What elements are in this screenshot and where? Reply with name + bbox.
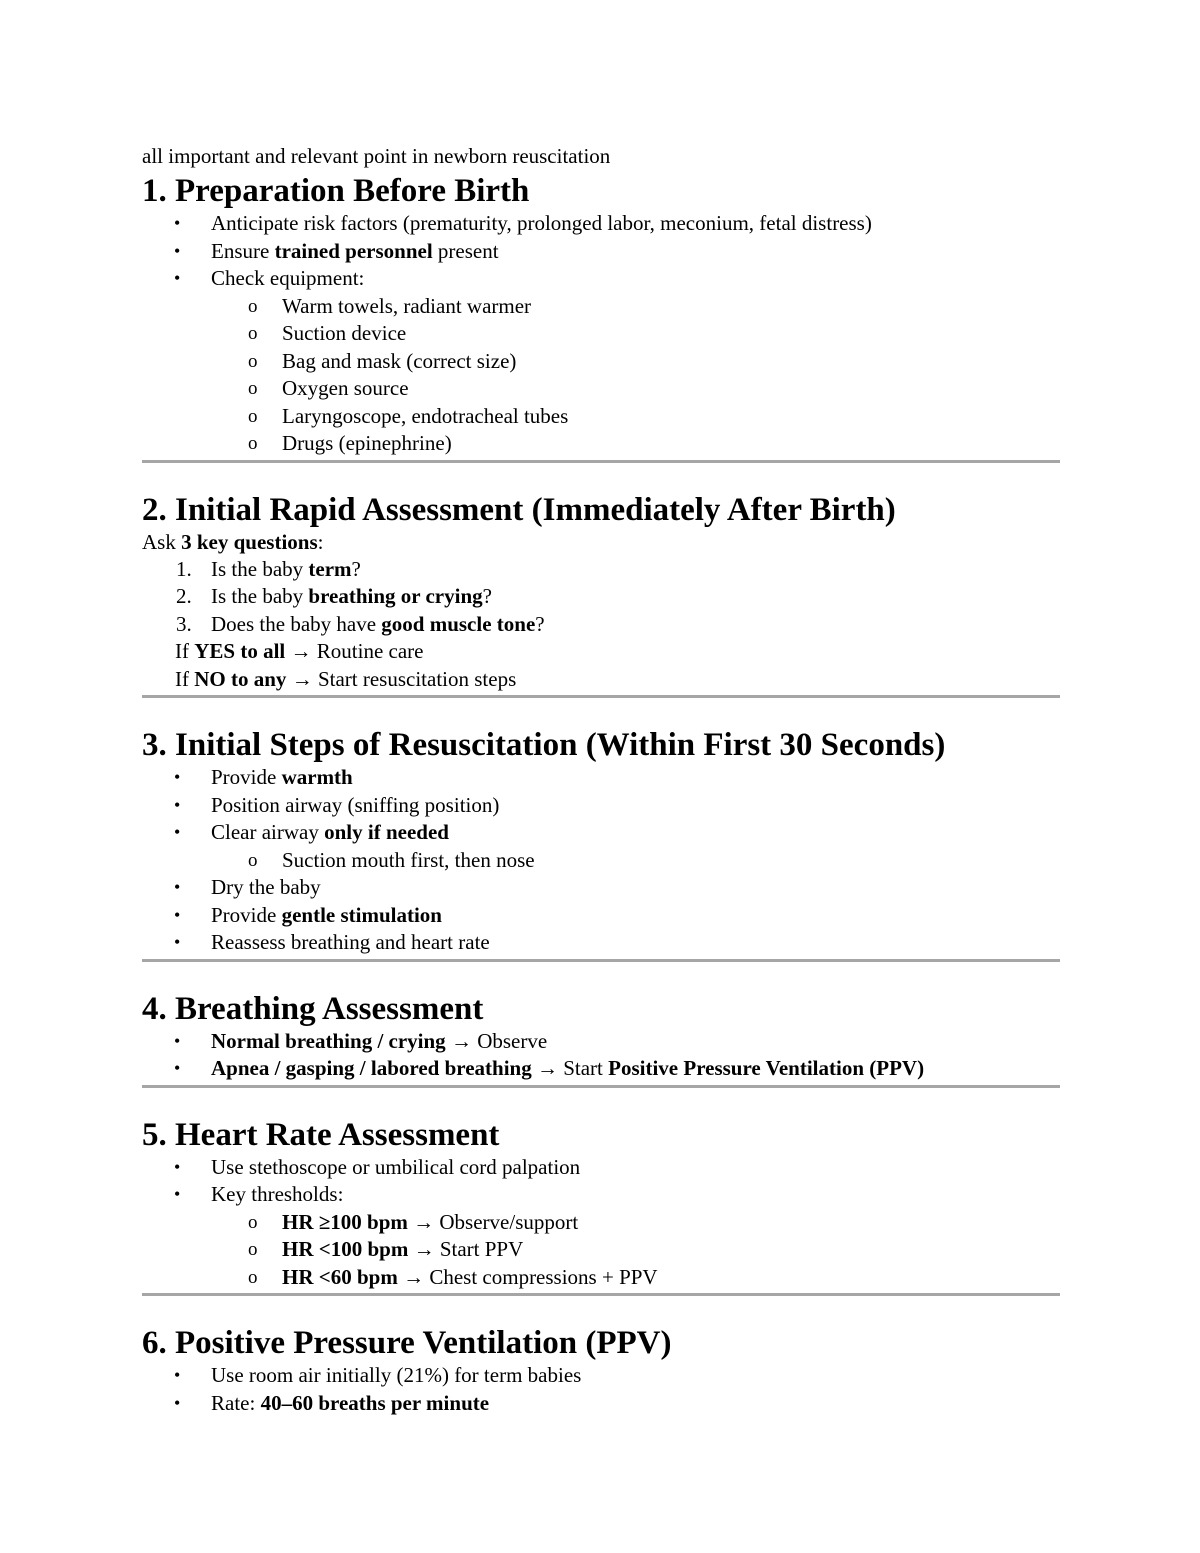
sub-list-item: o Suction device — [142, 320, 1060, 348]
number-marker: 2. — [176, 584, 192, 608]
sub-list — [142, 847, 1060, 875]
sub-list-item: o HR ≥100 bpm → Observe/support — [142, 1209, 1060, 1237]
section-ppv — [142, 1324, 1060, 1417]
section-title: 3. Initial Steps of Resuscitation (Within First 30 Seconds) — [142, 727, 946, 763]
sub-marker: o — [248, 405, 258, 427]
section-breathing — [142, 990, 1060, 1088]
document-page — [142, 140, 1060, 1417]
bullet-list — [142, 210, 1060, 293]
sub-list-item: o Oxygen source — [142, 375, 1060, 403]
bullet-list — [142, 764, 1060, 847]
yes-line: If YES to all → Routine care — [175, 639, 424, 663]
number-marker: 1. — [176, 556, 192, 581]
section-divider — [142, 695, 1060, 698]
sub-list-item: o HR <60 bpm → Chest compressions + PPV — [142, 1264, 1060, 1292]
numbered-list — [142, 556, 1060, 639]
section-title: 1. Preparation Before Birth — [142, 173, 530, 209]
list-item: • Clear airway only if needed — [142, 819, 1060, 847]
list-item: • Position airway (sniffing position) — [142, 792, 1060, 820]
section-title: 5. Heart Rate Assessment — [142, 1116, 500, 1153]
sub-list-item: o Drugs (epinephrine) — [142, 430, 1060, 458]
bullet-list — [142, 1028, 1060, 1083]
list-item: • Provide warmth — [142, 764, 1060, 792]
section-divider — [142, 959, 1060, 962]
bullet-marker: • — [174, 767, 181, 787]
section-title: 2. Initial Rapid Assessment (Immediately After Birth) — [142, 491, 896, 528]
sub-marker: o — [248, 378, 258, 399]
list-item: • Provide gentle stimulation — [142, 902, 1060, 930]
list-item: • Apnea / gasping / labored breathing → Start Positive Pressure Ventilation (PPV) — [142, 1055, 1060, 1083]
list-item: • Rate: 40–60 breaths per minute — [142, 1390, 1060, 1418]
section-rapid-assessment — [142, 491, 1060, 699]
bullet-marker: • — [174, 240, 181, 261]
section-heart-rate — [142, 1116, 1060, 1297]
list-item: 1. Is the baby term? — [142, 556, 1060, 584]
bullet-list — [142, 1362, 1060, 1417]
bullet-marker: • — [174, 877, 181, 897]
section-preparation — [142, 172, 1060, 463]
sub-marker: o — [248, 323, 258, 344]
no-line: If NO to any → Start resuscitation steps — [175, 666, 517, 691]
list-item: 3. Does the baby have good muscle tone? — [142, 611, 1060, 639]
bullet-marker: • — [174, 213, 181, 233]
bullet-marker: • — [174, 904, 181, 925]
list-item: • Key thresholds: — [142, 1181, 1060, 1209]
ask-line: Ask 3 key questions: — [142, 529, 324, 554]
sub-marker: o — [248, 350, 258, 372]
sub-marker: o — [248, 433, 258, 454]
sub-marker: o — [248, 1266, 258, 1288]
bullet-marker: • — [174, 932, 181, 952]
section-divider — [142, 1293, 1060, 1296]
sub-list-item: o Warm towels, radiant warmer — [142, 293, 1060, 321]
section-initial-steps — [142, 726, 1060, 962]
sub-list-item: o Laryngoscope, endotracheal tubes — [142, 403, 1060, 431]
sub-marker: o — [248, 849, 258, 871]
list-item: • Check equipment: — [142, 265, 1060, 293]
list-item: • Use stethoscope or umbilical cord palpation — [142, 1154, 1060, 1182]
list-item: 2. Is the baby breathing or crying? — [142, 583, 1060, 611]
bullet-list — [142, 874, 1060, 957]
bullet-marker: • — [174, 1392, 181, 1413]
bullet-marker: • — [174, 1058, 181, 1078]
sub-list-item: o HR <100 bpm → Start PPV — [142, 1236, 1060, 1264]
list-item: • Normal breathing / crying → Observe — [142, 1028, 1060, 1056]
list-item: • Reassess breathing and heart rate — [142, 929, 1060, 957]
list-item: • Dry the baby — [142, 874, 1060, 902]
section-divider — [142, 460, 1060, 463]
bullet-marker: • — [174, 1156, 181, 1177]
bullet-marker: • — [174, 1030, 181, 1051]
sub-list — [142, 293, 1060, 458]
bullet-marker: • — [174, 1365, 181, 1385]
bullet-marker: • — [174, 268, 181, 288]
list-item: • Ensure trained personnel present — [142, 238, 1060, 266]
intro-text: all important and relevant point in newborn reuscitation — [142, 144, 611, 168]
sub-list-item: o Suction mouth first, then nose — [142, 847, 1060, 875]
bullet-list — [142, 1154, 1060, 1209]
bullet-marker: • — [174, 794, 181, 815]
bullet-marker: • — [174, 822, 181, 842]
sub-marker: o — [248, 1211, 258, 1233]
number-marker: 3. — [176, 611, 192, 636]
sub-marker: o — [248, 295, 258, 317]
list-item: • Use room air initially (21%) for term babies — [142, 1362, 1060, 1390]
section-divider — [142, 1085, 1060, 1088]
bullet-marker: • — [174, 1184, 181, 1204]
section-title: 4. Breathing Assessment — [142, 990, 484, 1027]
list-item: • Anticipate risk factors (prematurity, prolonged labor, meconium, fetal distress) — [142, 210, 1060, 238]
sub-list — [142, 1209, 1060, 1292]
sub-marker: o — [248, 1239, 258, 1260]
sub-list-item: o Bag and mask (correct size) — [142, 348, 1060, 376]
section-title: 6. Positive Pressure Ventilation (PPV) — [142, 1325, 672, 1361]
